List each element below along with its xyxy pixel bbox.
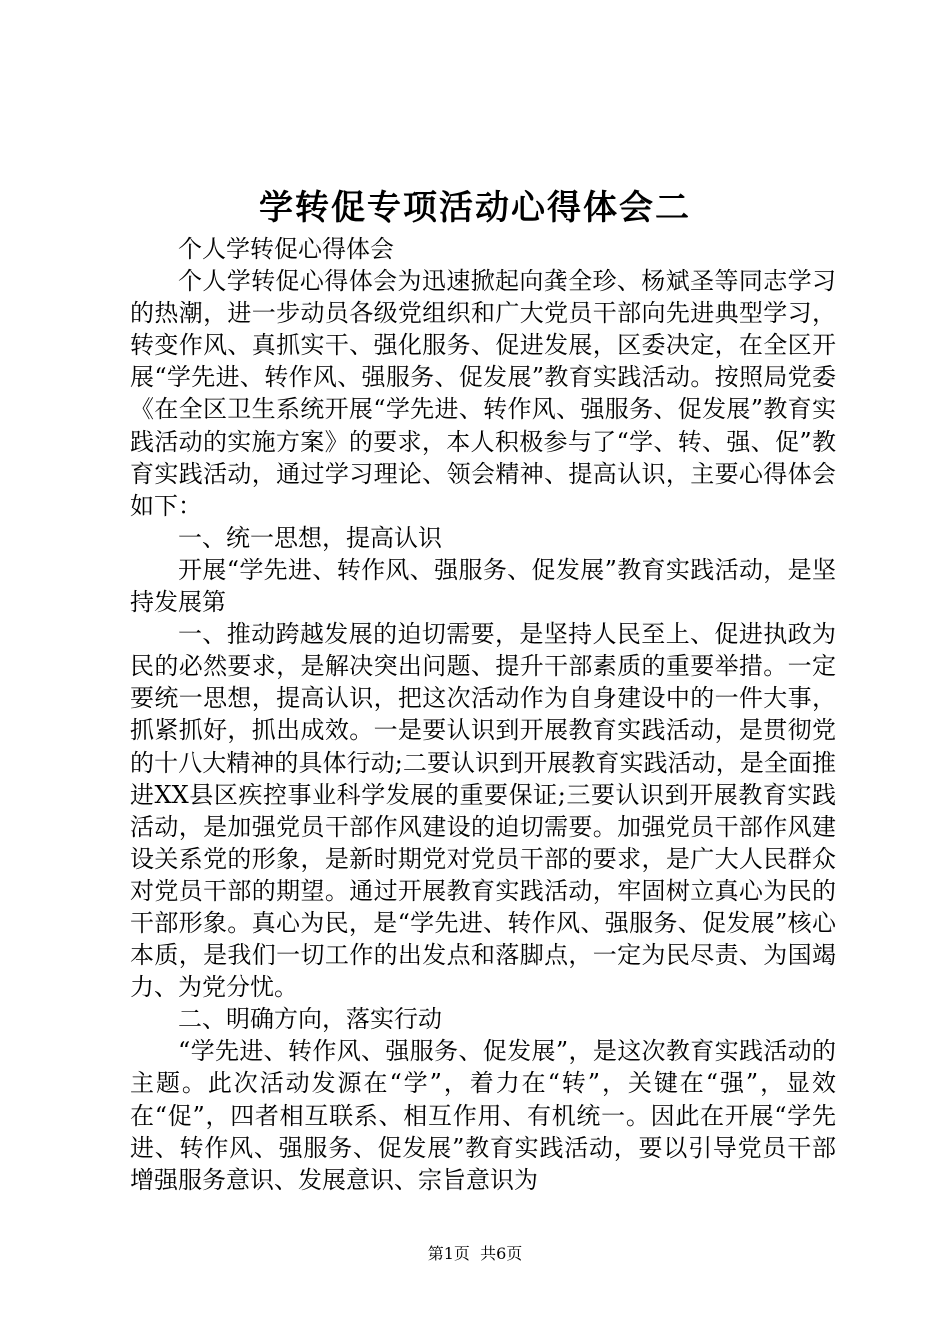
paragraph-section-1-lead: 开展“学先进、转作风、强服务、促发展”教育实践活动，是坚持发展第	[130, 555, 836, 617]
paragraph-section-1-body: 一、推动跨越发展的迫切需要，是坚持人民至上、促进执政为民的必然要求，是解决突出问题、提升干部素质的重要举措。一定要统一思想，提高认识，把这次活动作为自身建设中的一件大事，抓紧抓好，抓出成效。一是要认识到开展教育实践活动，是贯彻党的十八大精神的具体行动;二要认识到开展教育实践活动，是全面推进XX县区疾控事业科学发展的重要保证;三要认识到开展教育实践活动，是加强党员干部作风建设的迫切需要。加强党员干部作风建设关系党的形象，是新时期党对党员干部的要求，是广大人民群众对党员干部的期望。通过开展教育实践活动，牢固树立真心为民的干部形象。真心为民，是“学先进、转作风、强服务、促发展”核心本质，是我们一切工作的出发点和落脚点，一定为民尽责、为国竭力、为党分忧。	[130, 620, 836, 1002]
section-heading-1: 一、统一思想，提高认识	[178, 523, 442, 552]
paragraph-section-2-body: “学先进、转作风、强服务、促发展”，是这次教育实践活动的主题。此次活动发源在“学”，着力在“转”，关键在“强”，显效在“促”，四者相互联系、相互作用、有机统一。因此在开展“学先进、转作风、强服务、促发展”教育实践活动，要以引导党员干部增强服务意识、发展意识、宗旨意识为	[130, 1037, 836, 1194]
document-title: 学转促专项活动心得体会二	[259, 188, 691, 228]
paragraph-intro: 个人学转促心得体会为迅速掀起向龚全珍、杨斌圣等同志学习的热潮，进一步动员各级党组织和广大党员干部向先进典型学习，转变作风、真抓实干、强化服务、促进发展，区委决定，在全区开展“学先进、转作风、强服务、促发展”教育实践活动。按照局党委《在全区卫生系统开展“学先进、转作风、强服务、促发展”教育实践活动的实施方案》的要求，本人积极参与了“学、转、强、促”教育实践活动，通过学习理论、领会精神、提高认识，主要心得体会如下：	[130, 267, 836, 520]
document-body	[130, 233, 836, 1196]
paragraph-subtitle: 个人学转促心得体会	[178, 235, 394, 263]
page-number: 第1页 共6页	[427, 1244, 523, 1263]
page-footer	[0, 1243, 950, 1265]
section-heading-2: 二、明确方向，落实行动	[178, 1005, 442, 1034]
